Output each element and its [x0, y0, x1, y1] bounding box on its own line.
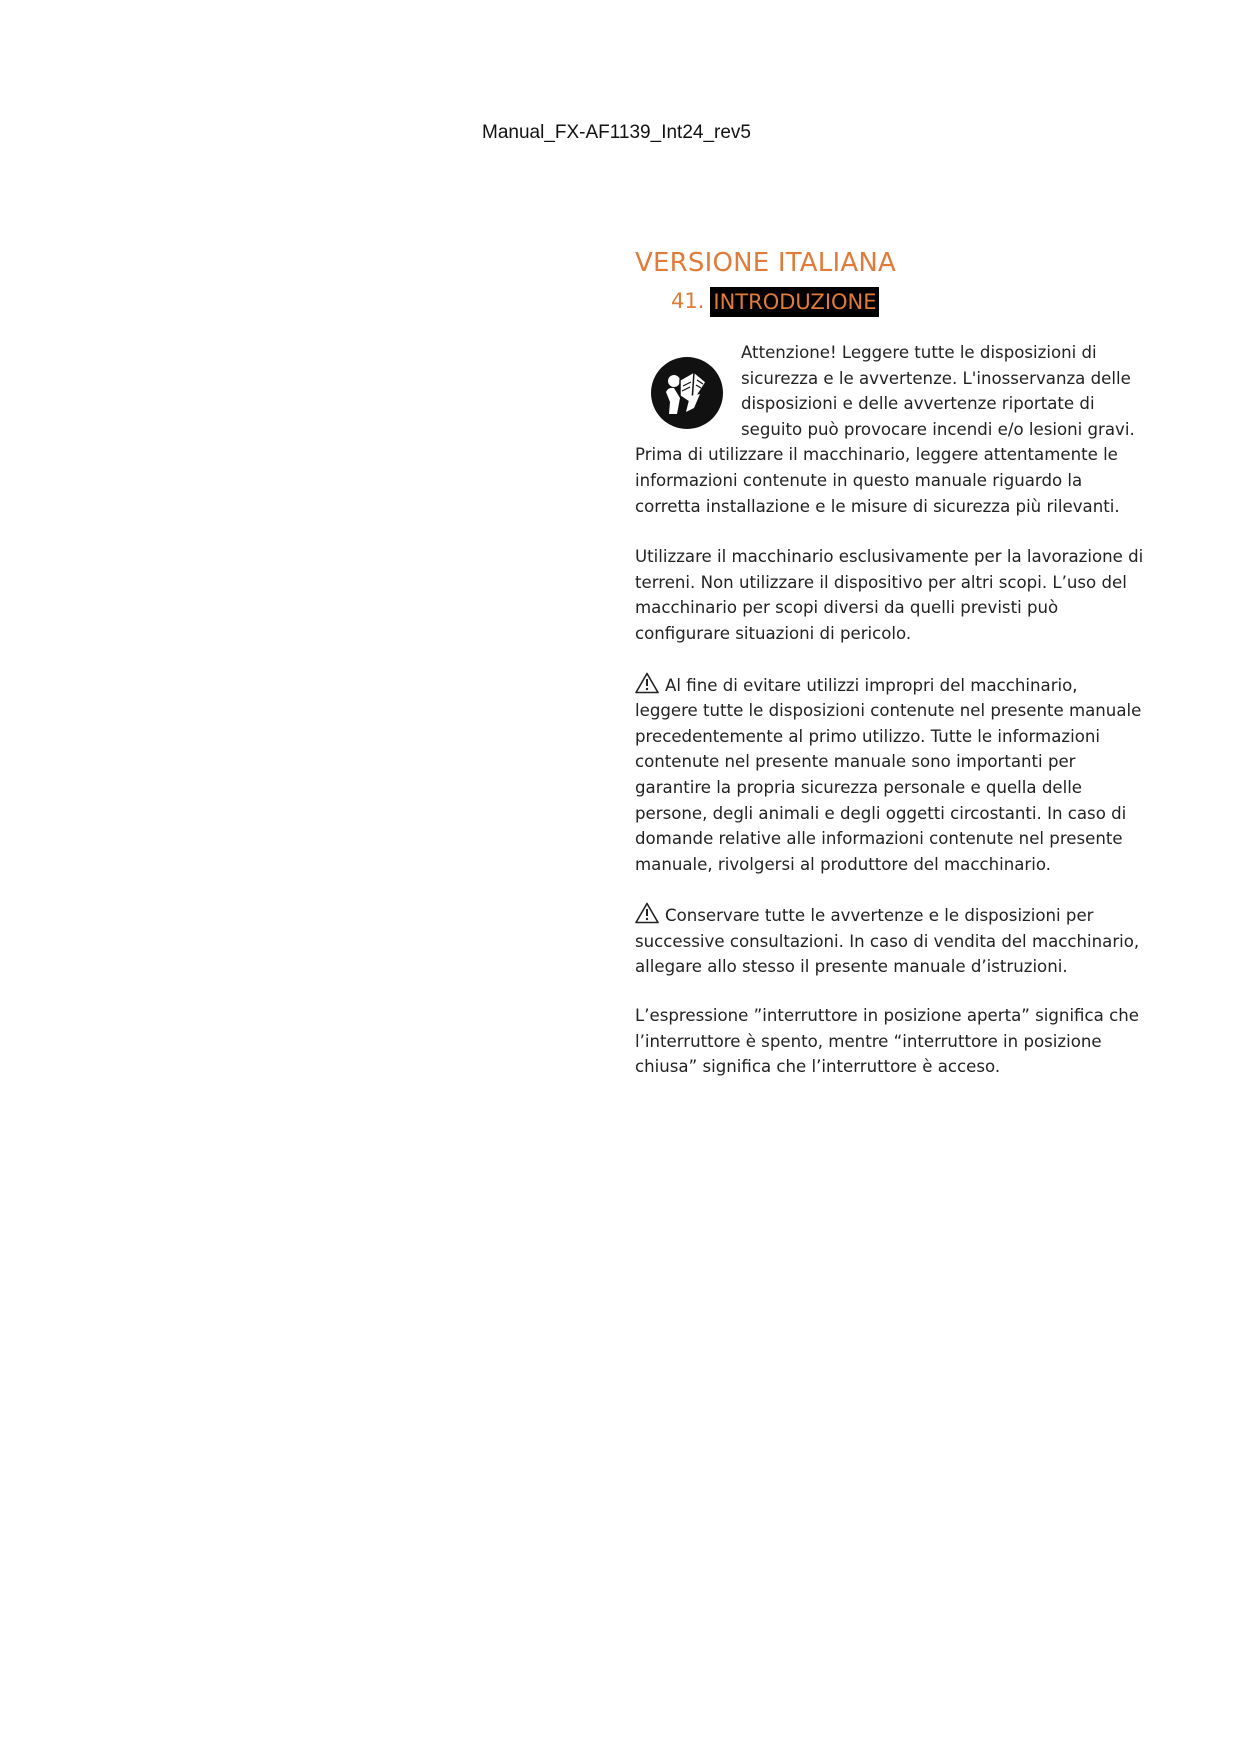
improper-use-paragraph: [635, 672, 1142, 878]
paragraph-line: l’interruttore è spento, mentre “interruttore in posizione: [635, 1031, 1102, 1051]
paragraph-line: leggere tutte le disposizioni contenute nel presente manuale: [635, 701, 1142, 721]
read-manual-icon: [650, 356, 724, 430]
keep-instructions-paragraph: [635, 902, 1140, 980]
warning-line: sicurezza e le avvertenze. L'inosservanza delle: [741, 368, 1131, 388]
switch-meaning-paragraph: [635, 1003, 1139, 1080]
warning-line: corretta installazione e le misure di sicurezza più rilevanti.: [635, 496, 1120, 516]
paragraph-line: terreni. Non utilizzare il dispositivo per altri scopi. L’uso del: [635, 572, 1127, 592]
paragraph-line: garantire la propria sicurezza personale e quella delle: [635, 777, 1083, 797]
usage-paragraph: [635, 544, 1144, 646]
paragraph-line: [635, 672, 1125, 699]
warning-line: seguito può provocare incendi e/o lesioni gravi.: [741, 419, 1135, 439]
chapter-number: 41.: [671, 289, 705, 314]
paragraph-line: macchinario per scopi diversi da quelli previsti può: [635, 598, 1059, 618]
paragraph-line-text: Al fine di evitare utilizzi impropri del macchinario,: [665, 675, 1078, 695]
paragraph-line-text: Conservare tutte le avvertenze e le disposizioni per: [665, 906, 1094, 926]
paragraph-line: successive consultazioni. In caso di vendita del macchinario,: [635, 931, 1140, 951]
paragraph-line: contenute nel presente manuale sono importanti per: [635, 752, 1076, 772]
paragraph-line: precedentemente al primo utilizzo. Tutte le informazioni: [635, 726, 1100, 746]
caution-triangle-icon: [635, 672, 659, 694]
warning-line: Prima di utilizzare il macchinario, leggere attentamente le: [635, 445, 1118, 465]
caution-triangle-icon: [635, 902, 659, 924]
paragraph-line: [635, 902, 1125, 929]
paragraph-line: L’espressione ”interruttore in posizione aperta” significa che: [635, 1006, 1139, 1026]
warning-line: disposizioni e delle avvertenze riportate di: [741, 394, 1095, 414]
read-manual-warning: [635, 340, 1135, 519]
warning-line: Attenzione! Leggere tutte le disposizioni di: [741, 343, 1097, 362]
chapter-heading: [671, 286, 1125, 318]
chapter-title: INTRODUZIONE: [710, 287, 878, 317]
paragraph-line: configurare situazioni di pericolo.: [635, 623, 912, 643]
document-id-header: Manual_FX-AF1139_Int24_rev5: [482, 122, 751, 143]
section-title: VERSIONE ITALIANA: [635, 248, 896, 278]
paragraph-line: persone, degli animali e degli oggetti circostanti. In caso di: [635, 803, 1127, 823]
paragraph-line: chiusa” significa che l’interruttore è acceso.: [635, 1057, 1001, 1077]
paragraph-line: manuale, rivolgersi al produttore del macchinario.: [635, 854, 1051, 874]
paragraph-line: Utilizzare il macchinario esclusivamente per la lavorazione di: [635, 547, 1144, 567]
paragraph-line: allegare allo stesso il presente manuale d’istruzioni.: [635, 957, 1068, 977]
manual-content: [635, 246, 1144, 1080]
paragraph-line: domande relative alle informazioni contenute nel presente: [635, 829, 1123, 849]
warning-line: informazioni contenute in questo manuale riguardo la: [635, 470, 1083, 490]
